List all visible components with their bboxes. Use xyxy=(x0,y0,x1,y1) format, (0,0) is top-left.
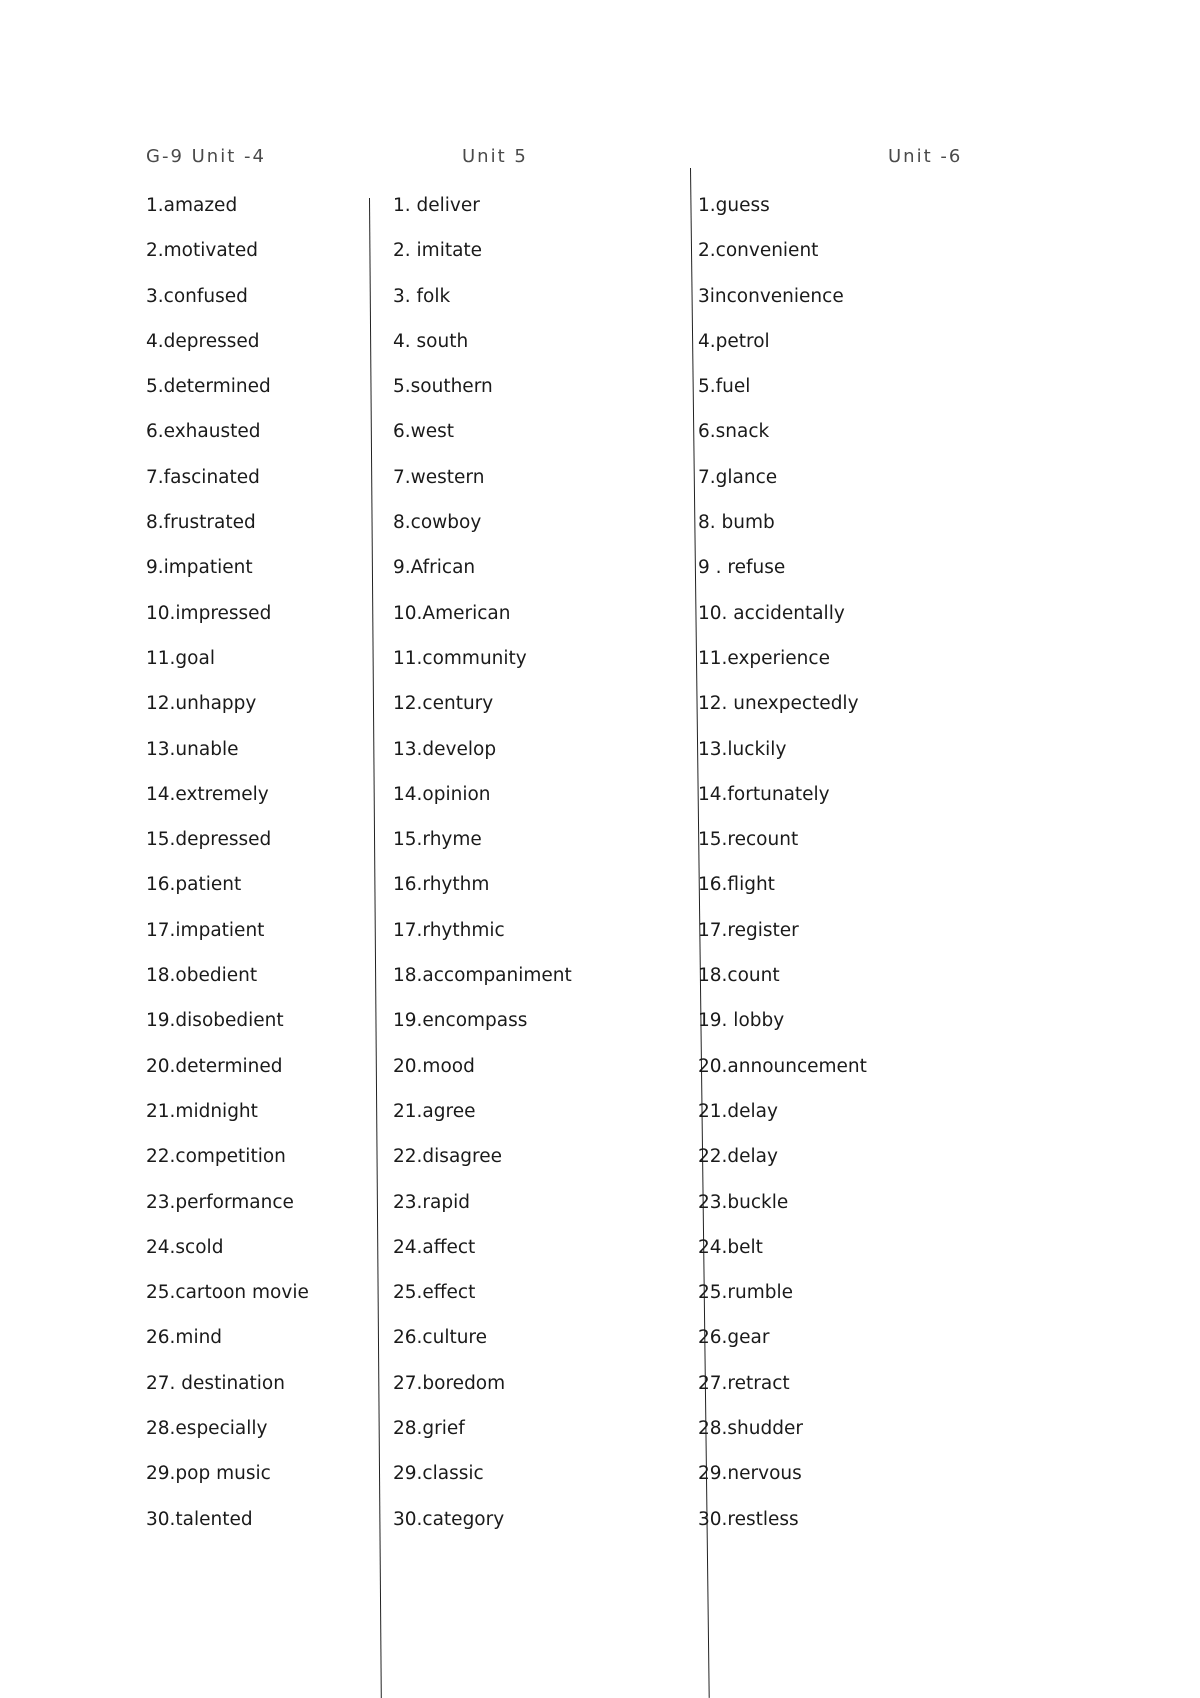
unit5-word-item: 15.rhyme xyxy=(393,829,482,851)
unit6-word-item: 5.fuel xyxy=(698,376,751,398)
unit6-word-item: 15.recount xyxy=(698,829,799,851)
unit5-word-item: 14.opinion xyxy=(393,783,491,805)
unit5-word-item: 24.affect xyxy=(393,1236,476,1258)
unit5-word-item: 25.effect xyxy=(393,1282,476,1304)
unit6-word-item: 3inconvenience xyxy=(698,285,844,307)
unit4-word-item: 18.obedient xyxy=(146,965,258,987)
unit5-word-item: 20.mood xyxy=(393,1055,475,1077)
unit5-word-item: 28.grief xyxy=(393,1418,465,1440)
unit6-word-item: 28.shudder xyxy=(698,1418,803,1440)
unit4-word-item: 1.amazed xyxy=(146,195,238,216)
unit6-word-item: 27.retract xyxy=(698,1372,790,1394)
unit4-word-item: 7.fascinated xyxy=(146,466,260,488)
unit5-word-item: 18.accompaniment xyxy=(393,965,572,987)
unit6-word-item: 20.announcement xyxy=(698,1055,867,1077)
unit4-word-item: 23.performance xyxy=(146,1191,294,1213)
unit6-word-list xyxy=(698,191,867,1550)
unit6-word-item: 13.luckily xyxy=(698,738,787,760)
unit5-word-item: 3. folk xyxy=(393,285,451,307)
unit6-word-item: 10. accidentally xyxy=(698,602,845,624)
unit5-word-item: 6.west xyxy=(393,421,455,443)
unit6-word-item: 4.petrol xyxy=(698,330,770,352)
unit5-word-item: 2. imitate xyxy=(393,240,483,262)
unit6-word-item: 6.snack xyxy=(698,421,770,443)
unit5-word-item: 23.rapid xyxy=(393,1191,470,1213)
unit5-word-item: 5.southern xyxy=(393,376,493,398)
unit4-word-item: 14.extremely xyxy=(146,783,269,805)
unit6-word-item: 29.nervous xyxy=(698,1463,802,1485)
unit6-word-item: 24.belt xyxy=(698,1236,763,1258)
unit5-word-item: 22.disagree xyxy=(393,1146,502,1168)
unit6-word-item: 16.flight xyxy=(698,874,775,896)
unit4-heading: G-9 Unit -4 xyxy=(146,146,266,167)
unit4-word-item: 2.motivated xyxy=(146,240,259,262)
unit6-word-item: 19. lobby xyxy=(698,1010,785,1032)
unit4-word-item: 28.especially xyxy=(146,1418,268,1440)
unit4-word-item: 19.disobedient xyxy=(146,1010,284,1032)
column-divider-1 xyxy=(369,198,382,1698)
unit6-word-item: 26.gear xyxy=(698,1327,770,1349)
unit6-word-item: 9 . refuse xyxy=(698,557,786,579)
unit4-word-item: 30.talented xyxy=(146,1508,253,1530)
unit6-word-item: 8. bumb xyxy=(698,512,775,534)
unit4-word-item: 29.pop music xyxy=(146,1463,271,1485)
unit4-word-item: 13.unable xyxy=(146,738,239,760)
unit4-word-item: 6.exhausted xyxy=(146,421,261,443)
unit4-word-item: 17.impatient xyxy=(146,919,265,941)
unit5-word-item: 21.agree xyxy=(393,1100,476,1122)
unit5-word-item: 17.rhythmic xyxy=(393,919,505,941)
unit6-heading: Unit -6 xyxy=(888,146,963,167)
unit5-word-item: 26.culture xyxy=(393,1327,488,1349)
unit4-word-item: 20.determined xyxy=(146,1055,283,1077)
unit4-word-item: 11.goal xyxy=(146,647,215,669)
unit5-word-item: 9.African xyxy=(393,557,476,579)
unit4-word-item: 24.scold xyxy=(146,1236,224,1258)
unit4-word-item: 5.determined xyxy=(146,376,271,398)
unit6-word-item: 11.experience xyxy=(698,647,830,669)
unit5-word-item: 8.cowboy xyxy=(393,512,482,534)
unit4-word-item: 15.depressed xyxy=(146,829,272,851)
unit5-word-item: 29.classic xyxy=(393,1463,484,1485)
unit5-word-item: 30.category xyxy=(393,1508,505,1530)
unit6-word-item: 12. unexpectedly xyxy=(698,693,859,715)
unit4-word-item: 22.competition xyxy=(146,1146,286,1168)
unit5-word-item: 16.rhythm xyxy=(393,874,490,896)
unit4-word-item: 16.patient xyxy=(146,874,242,896)
unit6-word-item: 14.fortunately xyxy=(698,783,830,805)
unit5-word-item: 4. south xyxy=(393,330,469,352)
unit5-word-item: 13.develop xyxy=(393,738,497,760)
unit5-word-list xyxy=(393,191,572,1550)
unit5-word-item: 7.western xyxy=(393,466,485,488)
unit4-word-item: 4.depressed xyxy=(146,330,260,352)
unit4-word-item: 8.frustrated xyxy=(146,512,256,534)
unit6-word-item: 21.delay xyxy=(698,1100,778,1122)
unit6-word-item: 17.register xyxy=(698,919,799,941)
unit6-word-item: 25.rumble xyxy=(698,1282,794,1304)
unit6-word-item: 30.restless xyxy=(698,1508,799,1530)
unit4-word-item: 21.midnight xyxy=(146,1100,258,1122)
unit4-word-item: 26.mind xyxy=(146,1327,223,1349)
unit4-word-item: 10.impressed xyxy=(146,602,272,624)
unit5-word-item: 11.community xyxy=(393,647,527,669)
unit4-word-list xyxy=(146,191,309,1550)
unit5-heading: Unit 5 xyxy=(462,146,528,167)
unit6-word-item: 18.count xyxy=(698,965,780,987)
unit5-word-item: 19.encompass xyxy=(393,1010,528,1032)
unit5-word-item: 27.boredom xyxy=(393,1372,506,1394)
unit4-word-item: 3.confused xyxy=(146,285,248,307)
unit6-word-item: 22.delay xyxy=(698,1146,778,1168)
unit6-word-item: 7.glance xyxy=(698,466,778,488)
unit5-word-item: 10.American xyxy=(393,602,511,624)
unit6-word-item: 23.buckle xyxy=(698,1191,789,1213)
unit5-word-item: 12.century xyxy=(393,693,494,715)
unit4-word-item: 12.unhappy xyxy=(146,693,257,715)
unit6-word-item: 2.convenient xyxy=(698,240,819,262)
unit4-word-item: 9.impatient xyxy=(146,557,253,579)
unit4-word-item: 27. destination xyxy=(146,1372,285,1394)
unit5-word-item: 1. deliver xyxy=(393,195,480,216)
unit4-word-item: 25.cartoon movie xyxy=(146,1282,309,1304)
unit6-word-item: 1.guess xyxy=(698,195,770,216)
